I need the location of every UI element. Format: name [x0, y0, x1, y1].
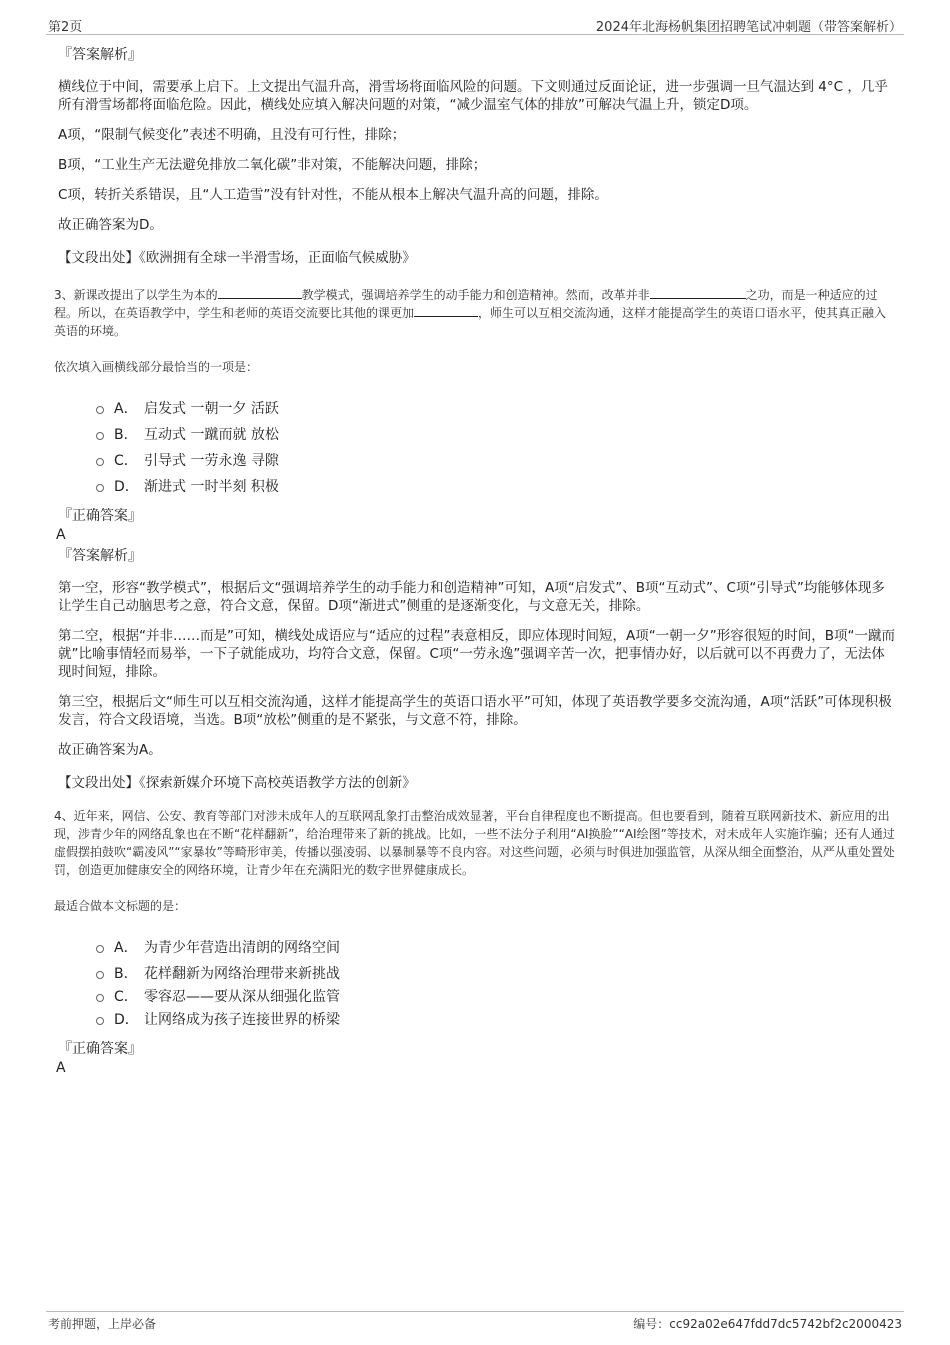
q4-answer: A — [56, 1060, 66, 1076]
q3-option-c[interactable]: C． 引导式 一劳永逸 寻隙 — [96, 447, 896, 473]
radio-icon[interactable] — [96, 1017, 104, 1025]
radio-icon[interactable] — [96, 971, 104, 979]
blank-3 — [414, 306, 478, 317]
radio-icon[interactable] — [96, 484, 104, 492]
q2-analysis-label: 『答案解析』 — [58, 47, 142, 63]
q3-analysis-para: 第一空，形容“教学模式”，根据后文“强调培养学生的动手能力和创造精神”可知，A项“启发式”、B项“互动式”、C项“引导式”均能够体现多让学生自己动脑思考之意，符合文意，保留。D项“渐进式”侧重的是逐渐变化，与文意无关，排除。 — [58, 580, 885, 614]
q3-stem: 3、新课改提出了以学生为本的 教学模式，强调培养学生的动手能力和创造精神。然而，改革并非 之功，而是一种适应的过程。所以，在英语教学中，学生和老师的英语交流要比其他的课更加 ，师生可以互相交流沟通，这样才能提高学生的英语口语水平，使其真正融入英语的环境。 — [54, 288, 887, 338]
q2-analysis-para: A项，“限制气候变化”表述不明确，且没有可行性，排除； — [58, 127, 406, 143]
footer-slogan: 考前押题，上岸必备 — [48, 1317, 157, 1331]
q3-option-d[interactable]: D． 渐进式 一时半刻 积极 — [96, 473, 896, 499]
radio-icon[interactable] — [96, 994, 104, 1002]
radio-icon[interactable] — [96, 945, 104, 953]
blank-1 — [218, 288, 302, 299]
q4-option-a[interactable]: A． 为青少年营造出清朗的网络空间 — [96, 934, 896, 960]
q3-answer: A — [56, 527, 66, 543]
page-content — [54, 44, 896, 1078]
q4-option-c[interactable]: C． 零容忍——要从深从细强化监管 — [96, 986, 896, 1006]
q2-analysis — [54, 78, 896, 234]
q3-option-b[interactable]: B． 互动式 一蹴而就 放松 — [96, 421, 896, 447]
q4-answer-label: 『正确答案』 — [58, 1041, 142, 1057]
q3-answer-label: 『正确答案』 — [58, 508, 142, 524]
radio-icon[interactable] — [96, 406, 104, 414]
q2-analysis-para: 横线位于中间，需要承上启下。上文提出气温升高，滑雪场将面临风险的问题。下文则通过反面论证，进一步强调一旦气温达到 4°C ，几乎所有滑雪场都将面临危险。因此，横线处应填入解决问题的对策，“减少温室气体的排放”可解决气温上升，锁定D项。 — [58, 79, 888, 113]
q4-stem: 4、近年来，网信、公安、教育等部门对涉未成年人的互联网乱象打击整治成效显著，平台自律程度也不断提高。但也要看到，随着互联网新技术、新应用的出现，涉青少年的网络乱象也在不断“花样翻新”，给治理带来了新的挑战。比如，一些不法分子利用“AI换脸”“AI绘图”等技术，对未成年人实施诈骗；还有人通过虚假摆拍鼓吹“霸凌风”“家暴妆”等畸形审美，传播以强凌弱、以暴制暴等不良内容。对这些问题，必须与时俱进加强监管，从深从细全面整治，从严从重处置处罚，创造更加健康安全的网络环境，让青少年在充满阳光的数字世界健康成长。 — [54, 809, 895, 877]
q3-analysis-para: 故正确答案为A。 — [58, 742, 162, 758]
document-code: 编号：cc92a02e647fdd7dc5742bf2c2000423 — [633, 1317, 902, 1331]
q4-prompt: 最适合做本文标题的是： — [54, 899, 187, 913]
q3-analysis-para: 第三空，根据后文“师生可以互相交流沟通，这样才能提高学生的英语口语水平”可知，体现了英语教学要多交流沟通，A项“活跃”可体现积极发言，符合文段语境，当选。B项“放松”侧重的是不紧张，与文意不符，排除。 — [58, 694, 892, 728]
q3-options — [96, 395, 896, 499]
q3-source: 【文段出处】《探索新媒介环境下高校英语教学方法的创新》 — [58, 775, 416, 791]
q3-analysis-label: 『答案解析』 — [58, 548, 142, 564]
q3-analysis — [54, 579, 896, 759]
q4-options — [96, 934, 896, 1032]
q3-prompt: 依次填入画横线部分最恰当的一项是： — [54, 360, 259, 374]
q3-analysis-para: 第二空，根据“并非……而是”可知，横线处成语应与“适应的过程”表意相反，即应体现时间短，A项“一朝一夕”形容很短的时间，B项“一蹴而就”比喻事情轻而易举，一下子就能成功，均符合文意，保留。C项“一劳永逸”强调辛苦一次，把事情办好，以后就可以不再费力了，无法体现时间短，排除。 — [58, 628, 895, 680]
blank-2 — [650, 288, 746, 299]
page-header — [46, 14, 904, 35]
q3-option-a[interactable]: A． 启发式 一朝一夕 活跃 — [96, 395, 896, 421]
q2-source: 【文段出处】《欧洲拥有全球一半滑雪场，正面临气候威胁》 — [58, 250, 416, 266]
document-title: 2024年北海杨帆集团招聘笔试冲刺题（带答案解析） — [595, 20, 902, 35]
q2-analysis-para: 故正确答案为D。 — [58, 217, 163, 233]
page-number: 第2页 — [48, 20, 83, 35]
q4-option-d[interactable]: D． 让网络成为孩子连接世界的桥梁 — [96, 1006, 896, 1032]
q4-option-b[interactable]: B． 花样翻新为网络治理带来新挑战 — [96, 960, 896, 986]
radio-icon[interactable] — [96, 432, 104, 440]
q2-analysis-para: B项，“工业生产无法避免排放二氧化碳”非对策，不能解决问题，排除； — [58, 157, 487, 173]
q2-analysis-para: C项，转折关系错误，且“人工造雪”没有针对性，不能从根本上解决气温升高的问题，排除。 — [58, 187, 608, 203]
page-footer — [46, 1311, 904, 1334]
radio-icon[interactable] — [96, 458, 104, 466]
